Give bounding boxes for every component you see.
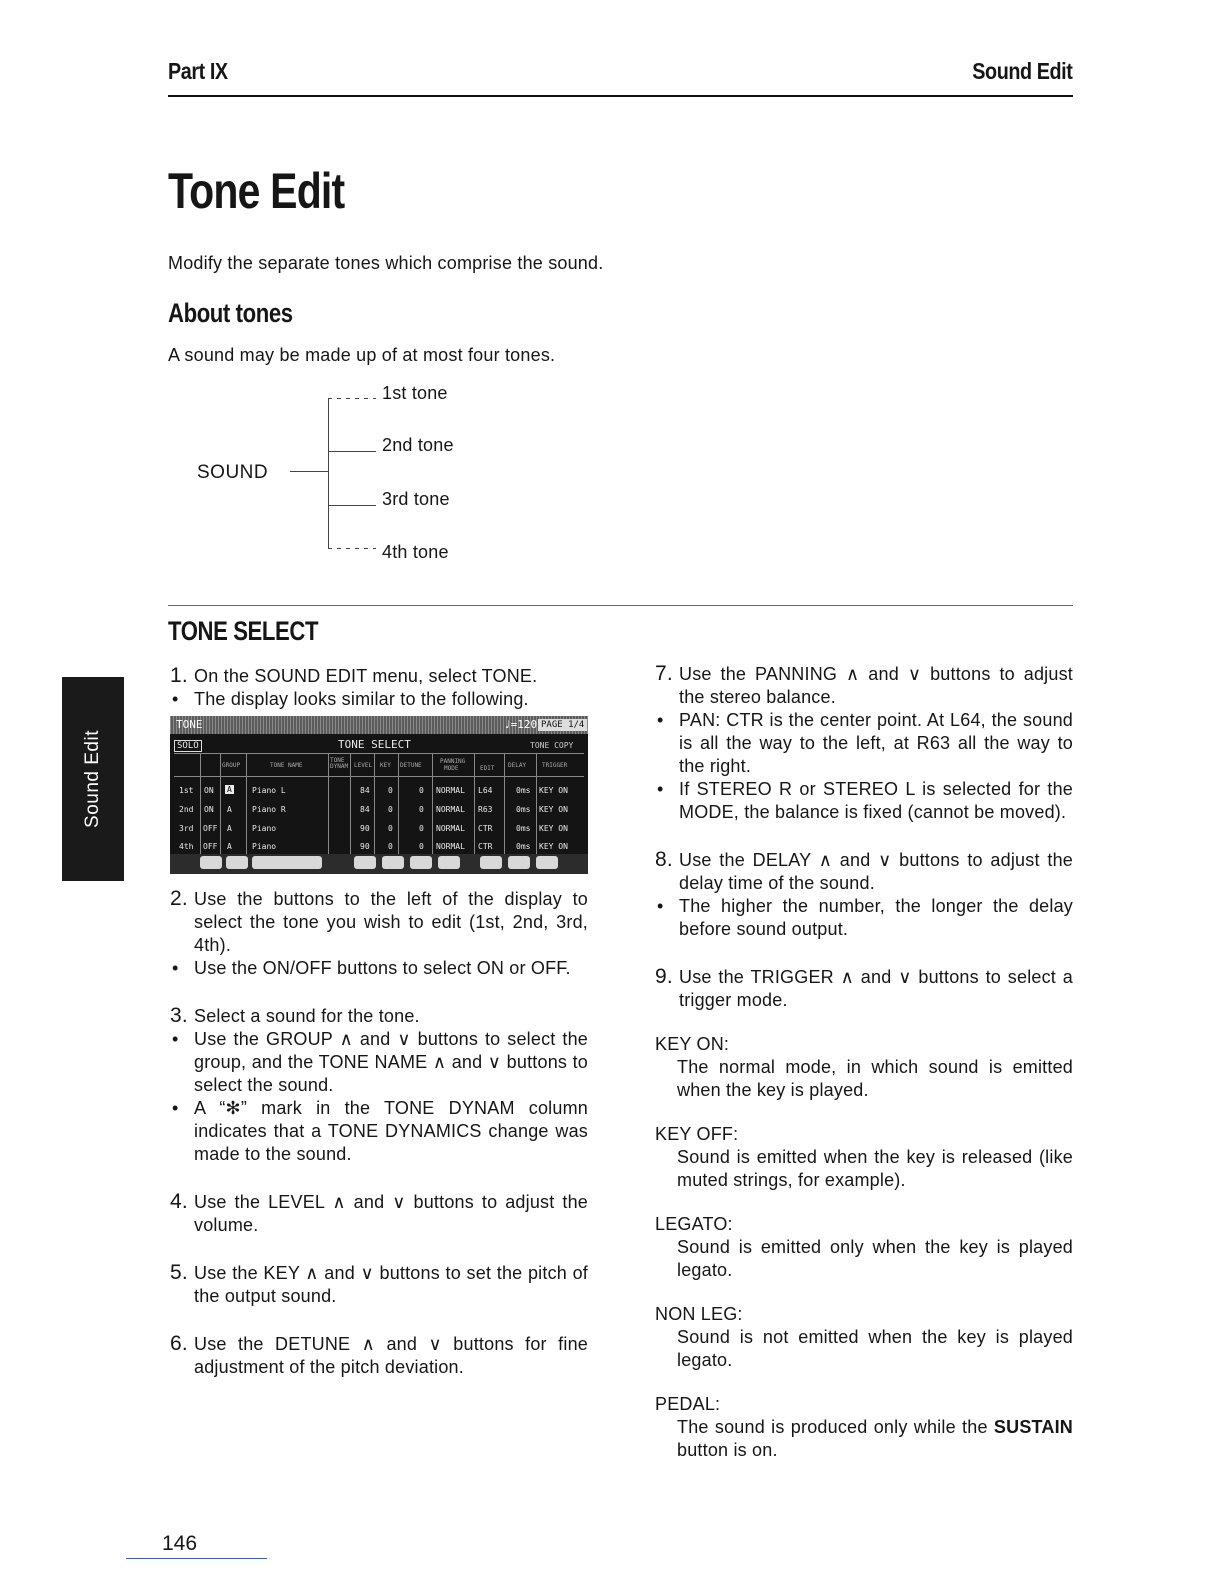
lcd-cell: NORMAL xyxy=(436,786,465,795)
step-text: Use the buttons to the left of the display to select the tone you wish to edit (1st, 2nd, 3rd, 4th). xyxy=(194,889,588,955)
lcd-cell: OFF xyxy=(203,824,218,833)
step-text: Use the DETUNE ∧ and ∨ buttons for fine adjustment of the pitch deviation. xyxy=(194,1334,588,1377)
lcd-col-header: KEY xyxy=(380,762,391,769)
lcd-cell: CTR xyxy=(478,824,493,833)
lcd-col-header: GROUP xyxy=(222,762,241,769)
lcd-cell: 84 xyxy=(360,786,370,795)
page-number: 146 xyxy=(162,1532,198,1555)
tree-tone-1: 1st tone xyxy=(382,383,448,403)
trigger-desc: Sound is emitted only when the key is played legato. xyxy=(677,1237,1073,1280)
lcd-cell: 0 xyxy=(388,842,393,851)
lcd-cell: 0ms xyxy=(516,842,531,851)
bullet-text: The higher the number, the longer the delay before sound output. xyxy=(679,896,1073,939)
step-text: Select a sound for the tone. xyxy=(194,1006,420,1026)
step-number: 2. xyxy=(170,887,188,910)
step-number: 9. xyxy=(655,965,673,988)
lcd-cell: 2nd xyxy=(179,805,194,814)
lcd-cell: Piano R xyxy=(252,805,286,814)
lcd-tempo: ♩=120 xyxy=(504,718,538,731)
tree-branch xyxy=(328,505,376,506)
left-column xyxy=(170,665,588,711)
lcd-cell: 0ms xyxy=(516,805,531,814)
lcd-key-button[interactable] xyxy=(382,856,404,869)
tree-tone-4: 4th tone xyxy=(382,542,449,562)
lcd-col-header: MODE xyxy=(444,765,459,772)
page-title: Tone Edit xyxy=(168,163,345,219)
bullet-text: Use the ON/OFF buttons to select ON or OFF. xyxy=(194,958,571,978)
lcd-col-header: PANNING xyxy=(440,758,466,765)
lcd-delay-button[interactable] xyxy=(508,856,530,869)
lcd-col-header: TONE DYNAM xyxy=(330,757,349,770)
trigger-desc: Sound is emitted when the key is released (like muted strings, for example). xyxy=(677,1147,1073,1190)
step-number: 6. xyxy=(170,1332,188,1355)
lcd-group-button[interactable] xyxy=(226,856,248,869)
lcd-col-header: DETUNE xyxy=(400,762,422,769)
step-text: Use the PANNING ∧ and ∨ buttons to adjust the stereo balance. xyxy=(679,664,1073,707)
lcd-cell: KEY ON xyxy=(539,786,568,795)
lcd-panning-button[interactable] xyxy=(438,856,460,869)
lcd-cell: ON xyxy=(204,805,214,814)
lcd-cell: KEY ON xyxy=(539,842,568,851)
lcd-tone-copy: TONE COPY xyxy=(530,741,574,750)
lcd-onoff-button[interactable] xyxy=(200,856,222,869)
lcd-cell: 0 xyxy=(419,842,424,851)
step-text: On the SOUND EDIT menu, select TONE. xyxy=(194,666,538,686)
trigger-mode xyxy=(655,1033,1073,1102)
step-text: Use the KEY ∧ and ∨ buttons to set the pitch of the output sound. xyxy=(194,1263,588,1306)
step-number: 8. xyxy=(655,848,673,871)
lcd-cell: 0ms xyxy=(516,786,531,795)
lcd-cell: 0 xyxy=(419,805,424,814)
pedal-desc-pre: The sound is produced only while the xyxy=(677,1417,994,1437)
intro-text: Modify the separate tones which comprise the sound. xyxy=(168,253,604,273)
trigger-mode xyxy=(655,1123,1073,1192)
step-number: 7. xyxy=(655,662,673,685)
lcd-cell: R63 xyxy=(478,805,493,814)
lcd-cell: OFF xyxy=(203,842,218,851)
lcd-cell: Piano xyxy=(252,824,277,833)
step-bullet xyxy=(655,709,1073,778)
lcd-cell: KEY ON xyxy=(539,805,568,814)
trigger-term: PEDAL: xyxy=(655,1394,721,1414)
trigger-desc: Sound is not emitted when the key is played legato. xyxy=(677,1327,1073,1370)
lcd-cell: NORMAL xyxy=(436,842,465,851)
tone-select-heading: TONE SELECT xyxy=(168,616,319,646)
lcd-tone-name-button[interactable] xyxy=(252,856,322,869)
left-column-steps xyxy=(170,888,588,1379)
trigger-desc: The normal mode, in which sound is emitted when the key is played. xyxy=(677,1057,1073,1100)
trigger-term: KEY OFF: xyxy=(655,1124,739,1144)
lcd-cell: 3rd xyxy=(179,824,194,833)
lcd-col-header: LEVEL xyxy=(354,762,373,769)
step-2 xyxy=(170,888,588,957)
tree-tone-2: 2nd tone xyxy=(382,435,454,455)
lcd-cell: 90 xyxy=(360,824,370,833)
header-rule xyxy=(168,95,1073,97)
bullet-text: PAN: CTR is the center point. At L64, the sound is all the way to the left, at R63 all the way to the right. xyxy=(679,710,1073,776)
lcd-cell: A xyxy=(227,785,232,794)
lcd-cell: 0 xyxy=(388,805,393,814)
step-7 xyxy=(655,663,1073,709)
lcd-cell: A xyxy=(227,805,232,814)
step-text: Use the DELAY ∧ and ∨ buttons to adjust the delay time of the sound. xyxy=(679,850,1073,893)
trigger-mode xyxy=(655,1393,1073,1462)
about-heading: About tones xyxy=(168,298,293,328)
lcd-cell: Piano xyxy=(252,842,277,851)
lcd-rule xyxy=(174,753,584,754)
lcd-cell: ON xyxy=(204,786,214,795)
right-column xyxy=(655,663,1073,1462)
lcd-page: PAGE 1/4 xyxy=(538,719,587,731)
lcd-cell: 1st xyxy=(179,786,194,795)
bullet-text: Use the GROUP ∧ and ∨ buttons to select the group, and the TONE NAME ∧ and ∨ buttons to select the sound. xyxy=(194,1029,588,1095)
step-bullet xyxy=(170,1028,588,1097)
lcd-tab: TONE xyxy=(176,718,203,731)
trigger-mode xyxy=(655,1303,1073,1372)
tree-tone-3: 3rd tone xyxy=(382,489,450,509)
lcd-col-header: EDIT xyxy=(480,765,495,772)
lcd-cell: NORMAL xyxy=(436,824,465,833)
lcd-cell: 4th xyxy=(179,842,194,851)
section-rule xyxy=(168,605,1073,606)
lcd-cell: 90 xyxy=(360,842,370,851)
lcd-cell: A xyxy=(227,824,232,833)
header-section-label: Sound Edit xyxy=(971,58,1072,84)
lcd-col-header: TONE NAME xyxy=(270,762,303,769)
lcd-col-header: DELAY xyxy=(508,762,527,769)
side-tab xyxy=(62,677,124,881)
footer-rule xyxy=(126,1558,267,1559)
step-number: 3. xyxy=(170,1004,188,1027)
lcd-cell: 84 xyxy=(360,805,370,814)
tree-connector xyxy=(290,471,328,472)
lcd-mode-button[interactable] xyxy=(480,856,502,869)
header-part-label: Part IX xyxy=(168,58,228,84)
sustain-label: SUSTAIN xyxy=(993,1417,1073,1437)
bullet-text: A “✻” mark in the TONE DYNAM column indicates that a TONE DYNAMICS change was made to the sound. xyxy=(194,1098,588,1164)
step-bullet xyxy=(655,778,1073,824)
trigger-mode xyxy=(655,1213,1073,1282)
lcd-cell: 0 xyxy=(419,786,424,795)
lcd-level-button[interactable] xyxy=(354,856,376,869)
step-1 xyxy=(170,665,588,688)
step-6 xyxy=(170,1333,588,1379)
about-text: A sound may be made up of at most four tones. xyxy=(168,345,556,365)
step-3 xyxy=(170,1005,588,1028)
lcd-col-header: TRIGGER xyxy=(542,762,568,769)
step-number: 4. xyxy=(170,1190,188,1213)
lcd-solo: SOLO xyxy=(174,740,202,752)
step-5 xyxy=(170,1262,588,1308)
step-text: Use the TRIGGER ∧ and ∨ buttons to select a trigger mode. xyxy=(679,967,1073,1010)
lcd-cell: NORMAL xyxy=(436,805,465,814)
tree-root-label: SOUND xyxy=(197,462,269,483)
lcd-cell: 0 xyxy=(388,824,393,833)
step-bullet xyxy=(655,895,1073,941)
tree-branch xyxy=(328,398,376,399)
trigger-term: NON LEG: xyxy=(655,1304,743,1324)
lcd-cell: A xyxy=(227,842,232,851)
lcd-cell: KEY ON xyxy=(539,824,568,833)
tree-branch xyxy=(328,548,376,549)
trigger-term: KEY ON: xyxy=(655,1034,730,1054)
tree-trunk xyxy=(328,398,329,548)
step-4 xyxy=(170,1191,588,1237)
lcd-detune-button[interactable] xyxy=(410,856,432,869)
lcd-cell: 0 xyxy=(388,786,393,795)
lcd-cell: 0ms xyxy=(516,824,531,833)
step-bullet xyxy=(170,957,588,980)
lcd-cell: L64 xyxy=(478,786,493,795)
lcd-cell: CTR xyxy=(478,842,493,851)
bullet-text: If STEREO R or STEREO L is selected for the MODE, the balance is fixed (cannot be moved). xyxy=(679,779,1073,822)
step-9 xyxy=(655,966,1073,1012)
tree-branch xyxy=(328,451,376,452)
step-number: 1. xyxy=(170,664,188,687)
lcd-cell: Piano L xyxy=(252,786,286,795)
step-bullet xyxy=(170,1097,588,1166)
lcd-cell: 0 xyxy=(419,824,424,833)
step-8 xyxy=(655,849,1073,895)
step-bullet xyxy=(170,688,588,711)
trigger-desc xyxy=(655,1416,1073,1462)
trigger-term: LEGATO: xyxy=(655,1214,733,1234)
step-number: 5. xyxy=(170,1261,188,1284)
side-tab-label: Sound Edit xyxy=(82,730,103,828)
lcd-display xyxy=(170,716,588,874)
bullet-text: The display looks similar to the following. xyxy=(194,689,529,709)
lcd-title: TONE SELECT xyxy=(338,738,411,751)
lcd-trigger-button[interactable] xyxy=(536,856,558,869)
pedal-desc-post: button is on. xyxy=(677,1440,778,1460)
lcd-rule xyxy=(174,776,584,777)
step-text: Use the LEVEL ∧ and ∨ buttons to adjust the volume. xyxy=(194,1192,588,1235)
